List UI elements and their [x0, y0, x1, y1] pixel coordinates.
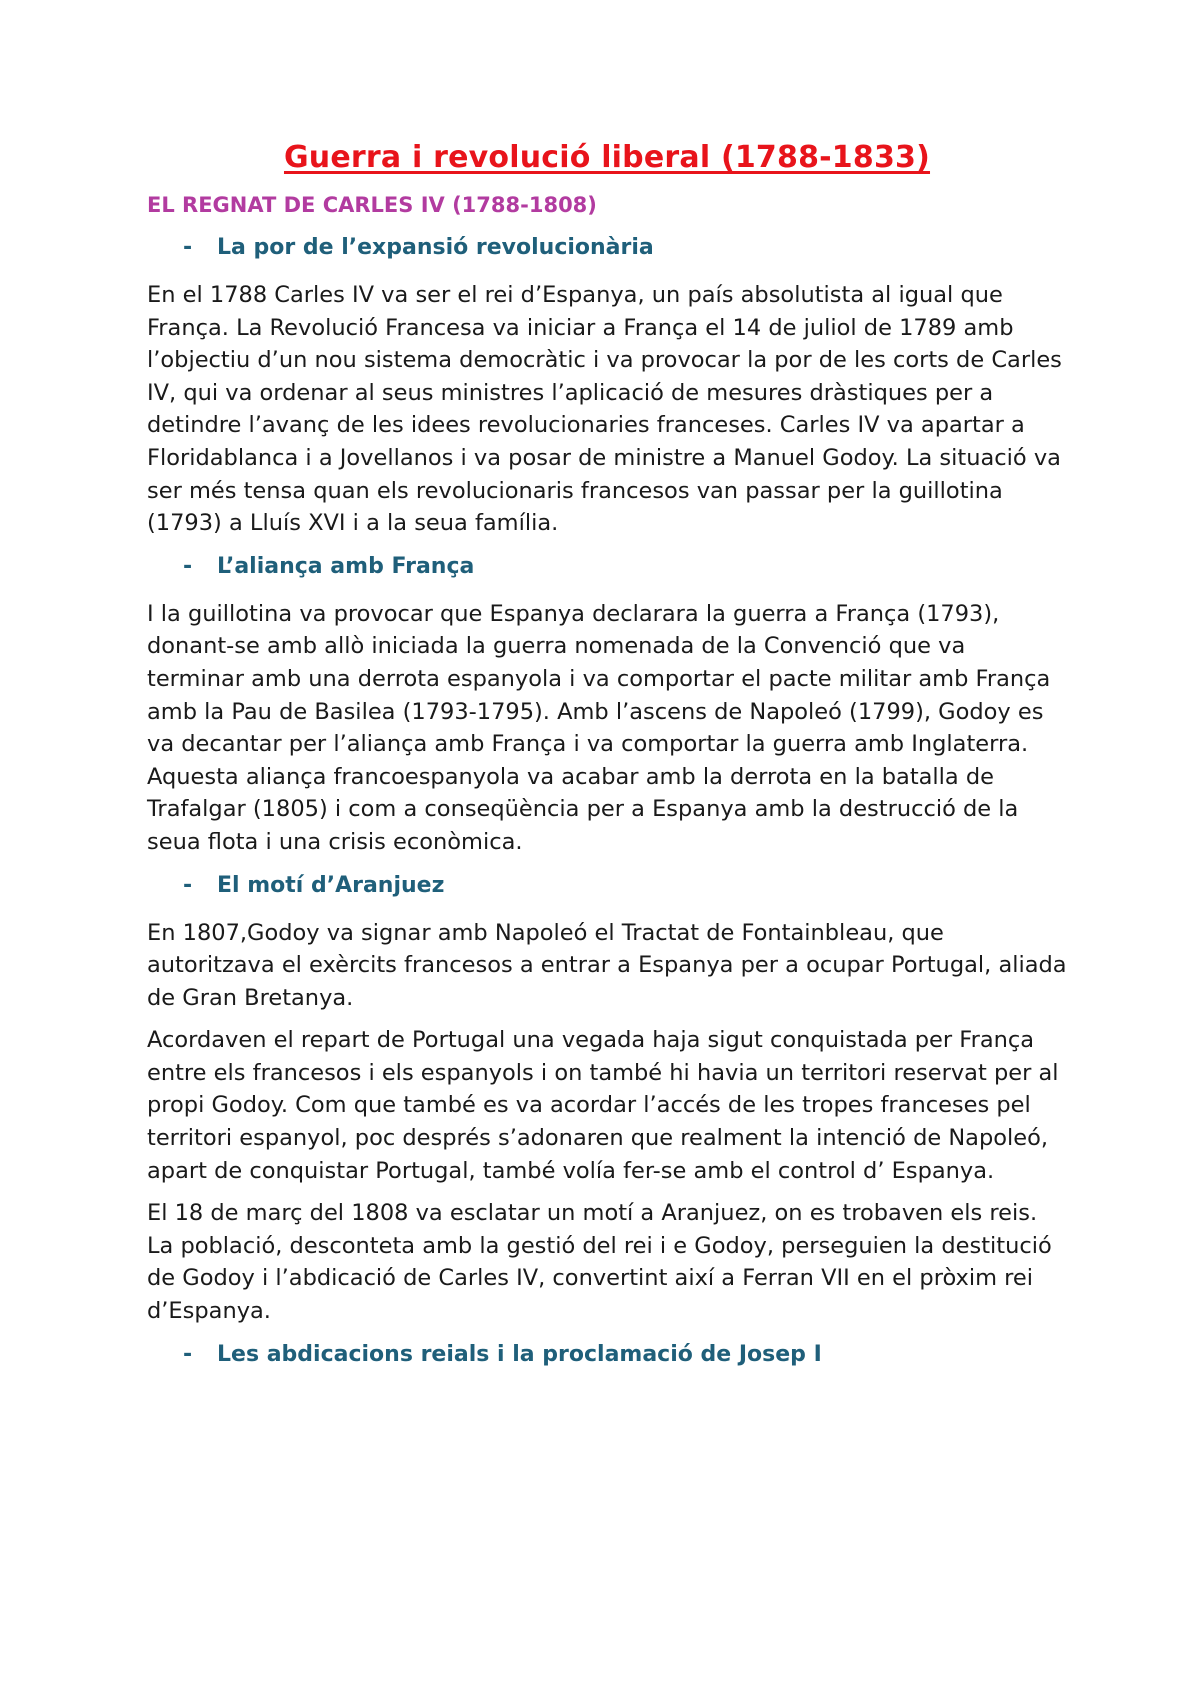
dash-bullet: - [183, 553, 193, 579]
document-page [147, 140, 1067, 1386]
subheading-expansio [147, 231, 1067, 265]
subheading-abdicacions [147, 1338, 1067, 1372]
paragraph: En el 1788 Carles IV va ser el rei d’Espanya, un país absolutista al igual que França. La Revolució Francesa va iniciar a França el 14 de juliol de 1789 amb l’objectiu d’un nou sistema democràtic i va provocar la por de les corts de Carles IV, qui va ordenar al seus ministres l’aplicació de mesures dràstiques per a detindre l’avanç de les idees revolucionaries franceses. Carles IV va apartar a Floridablanca i a Jovellanos i va posar de ministre a Manuel Godoy. La situació va ser més tensa quan els revolucionaris francesos van passar per la guillotina (1793) a Lluís XVI i a la seua família. [147, 282, 1062, 537]
dash-bullet: - [183, 235, 193, 260]
subheading-label: La por de l’expansió revolucionària [217, 235, 654, 260]
document-title: Guerra i revolució liberal (1788-1833) [283, 140, 931, 175]
paragraph: En 1807,Godoy va signar amb Napoleó el Tractat de Fontainbleau, que autoritzava el exèrcits francesos a entrar a Espanya per a ocupar Portugal, aliada de Gran Bretanya. [147, 919, 1067, 1011]
section-heading: EL REGNAT DE CARLES IV (1788-1808) [147, 193, 597, 217]
subheading-moti [147, 869, 1067, 903]
subheading-alianca [147, 550, 1067, 584]
dash-bullet: - [183, 1341, 193, 1367]
subheading-label: El motí d’Aranjuez [217, 872, 445, 898]
dash-bullet: - [183, 872, 193, 898]
subheading-label: L’aliança amb França [217, 553, 475, 579]
paragraph: El 18 de març del 1808 va esclatar un motí a Aranjuez, on es trobaven els reis. La població, desconteta amb la gestió del rei i e Godoy, perseguien la destitució de Godoy i l’abdicació de Carles IV, convertint així a Ferran VII en el pròxim rei d’Espanya. [147, 1200, 1052, 1325]
paragraph: Acordaven el repart de Portugal una vegada haja sigut conquistada per França entre els francesos i els espanyols i on també hi havia un territori reservat per al propi Godoy. Com que també es va acordar l’accés de les tropes franceses pel territori espanyol, poc després s’adonaren que realment la intenció de Napoleó, apart de conquistar Portugal, també volía fer-se amb el control d’ Espanya. [147, 1027, 1059, 1184]
subheading-label: Les abdicacions reials i la proclamació de Josep I [217, 1341, 822, 1367]
paragraph: I la guillotina va provocar que Espanya declarara la guerra a França (1793), donant-se amb allò iniciada la guerra nomenada de la Convenció que va terminar amb una derrota espanyola i va comportar el pacte militar amb França amb la Pau de Basilea (1793-1795). Amb l’ascens de Napoleó (1799), Godoy es va decantar per l’aliança amb França i va comportar la guerra amb Inglaterra. Aquesta aliança francoespanyola va acabar amb la derrota en la batalla de Trafalgar (1805) i com a conseqüència per a Espanya amb la destrucció de la seua flota i una crisis econòmica. [147, 600, 1051, 855]
